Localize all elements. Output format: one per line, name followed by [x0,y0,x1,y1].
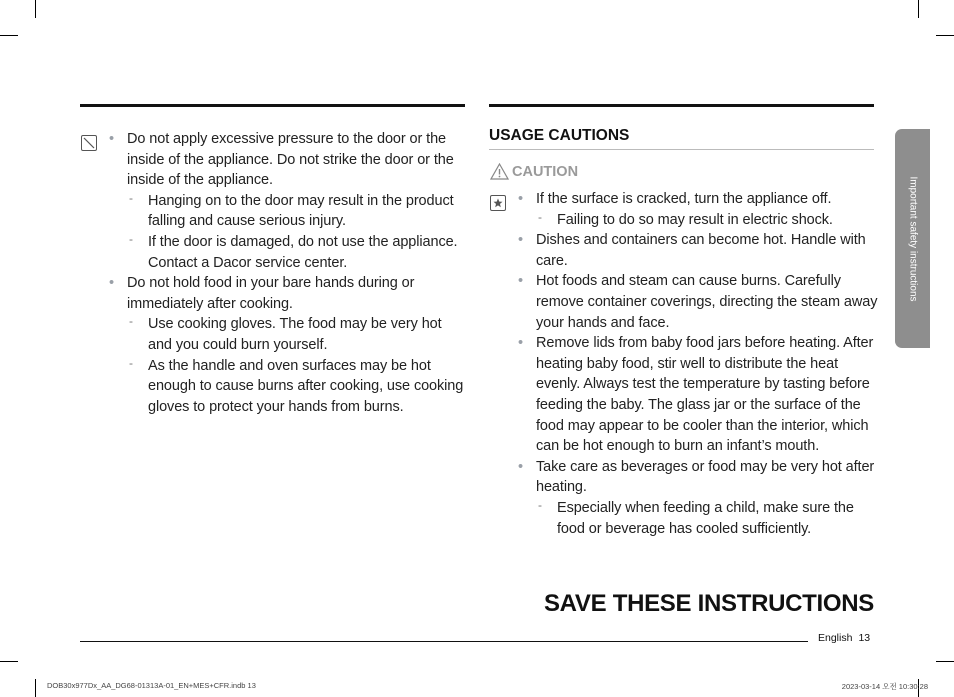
save-heading: SAVE THESE INSTRUCTIONS [543,590,874,617]
left-column-rule [80,104,465,107]
footer-language: English [818,632,853,644]
star-note-icon [490,195,506,211]
list-item: • Dishes and containers can become hot. Handle with care. [518,232,866,269]
section-title: USAGE CAUTIONS [489,127,630,144]
list-item: • If the surface is cracked, turn the appliance off. [518,191,832,207]
crop-mark [0,35,18,36]
sub-list-item: - Hanging on to the door may result in the product falling and cause serious injury. [129,190,454,230]
crop-mark [35,0,36,18]
crop-mark [0,661,18,662]
caution-label: CAUTION [512,163,579,180]
crop-mark [35,679,36,697]
right-column-rule [489,104,874,107]
section-divider [489,149,874,150]
list-item: • Do not apply excessive pressure to the door or the inside of the appliance. Do not strike the door or the inside of the appliance. [109,131,454,189]
caution-heading [490,163,578,180]
list-item: • Take care as beverages or food may be very hot after heating. [518,458,875,496]
print-timestamp: 2023-03-14 오전 10:30:28 [841,682,928,691]
sub-list-item: - As the handle and oven surfaces may be hot enough to cause burns after cooking, use cooking gloves to protect your hands from burns. [129,355,464,415]
sub-list-item: - If the door is damaged, do not use the appliance. Contact a Dacor service center. [129,231,458,271]
list-item: • Remove lids from baby food jars before heating. After heating baby food, stir well to distribute the heat evenly. Always test the temperature by tasting before feeding the baby. The glass jar or the surface of the food may appear to be cooler than the interior, which can be hot enough to burn an infant’s mouth. [518,335,874,455]
warning-triangle-icon [490,163,509,180]
crop-mark [918,0,919,18]
sub-list-item: - Especially when feeding a child, make sure the food or beverage has cooled sufficiently. [538,497,854,537]
sub-list-item: - Failing to do so may result in electric shock. [538,209,833,228]
page-number: 13 [858,632,871,644]
crop-mark [936,35,954,36]
list-item: • Hot foods and steam can cause burns. Carefully remove container coverings, directing the steam away your hands and face. [518,273,878,331]
print-file-info: DOB30x977Dx_AA_DG68-01313A-01_EN+MES+CFR.indb 13 [47,681,256,690]
side-tab-label: Important safety instructions [907,175,918,302]
side-tab [895,129,930,348]
crop-mark [936,661,954,662]
footer-divider [80,641,808,642]
prohibited-icon [81,135,97,151]
left-column [107,129,469,417]
list-item: • Do not hold food in your bare hands during or immediately after cooking. [109,275,415,312]
right-column [516,189,878,539]
footer [818,632,870,644]
sub-list-item: - Use cooking gloves. The food may be very hot and you could burn yourself. [129,314,442,353]
